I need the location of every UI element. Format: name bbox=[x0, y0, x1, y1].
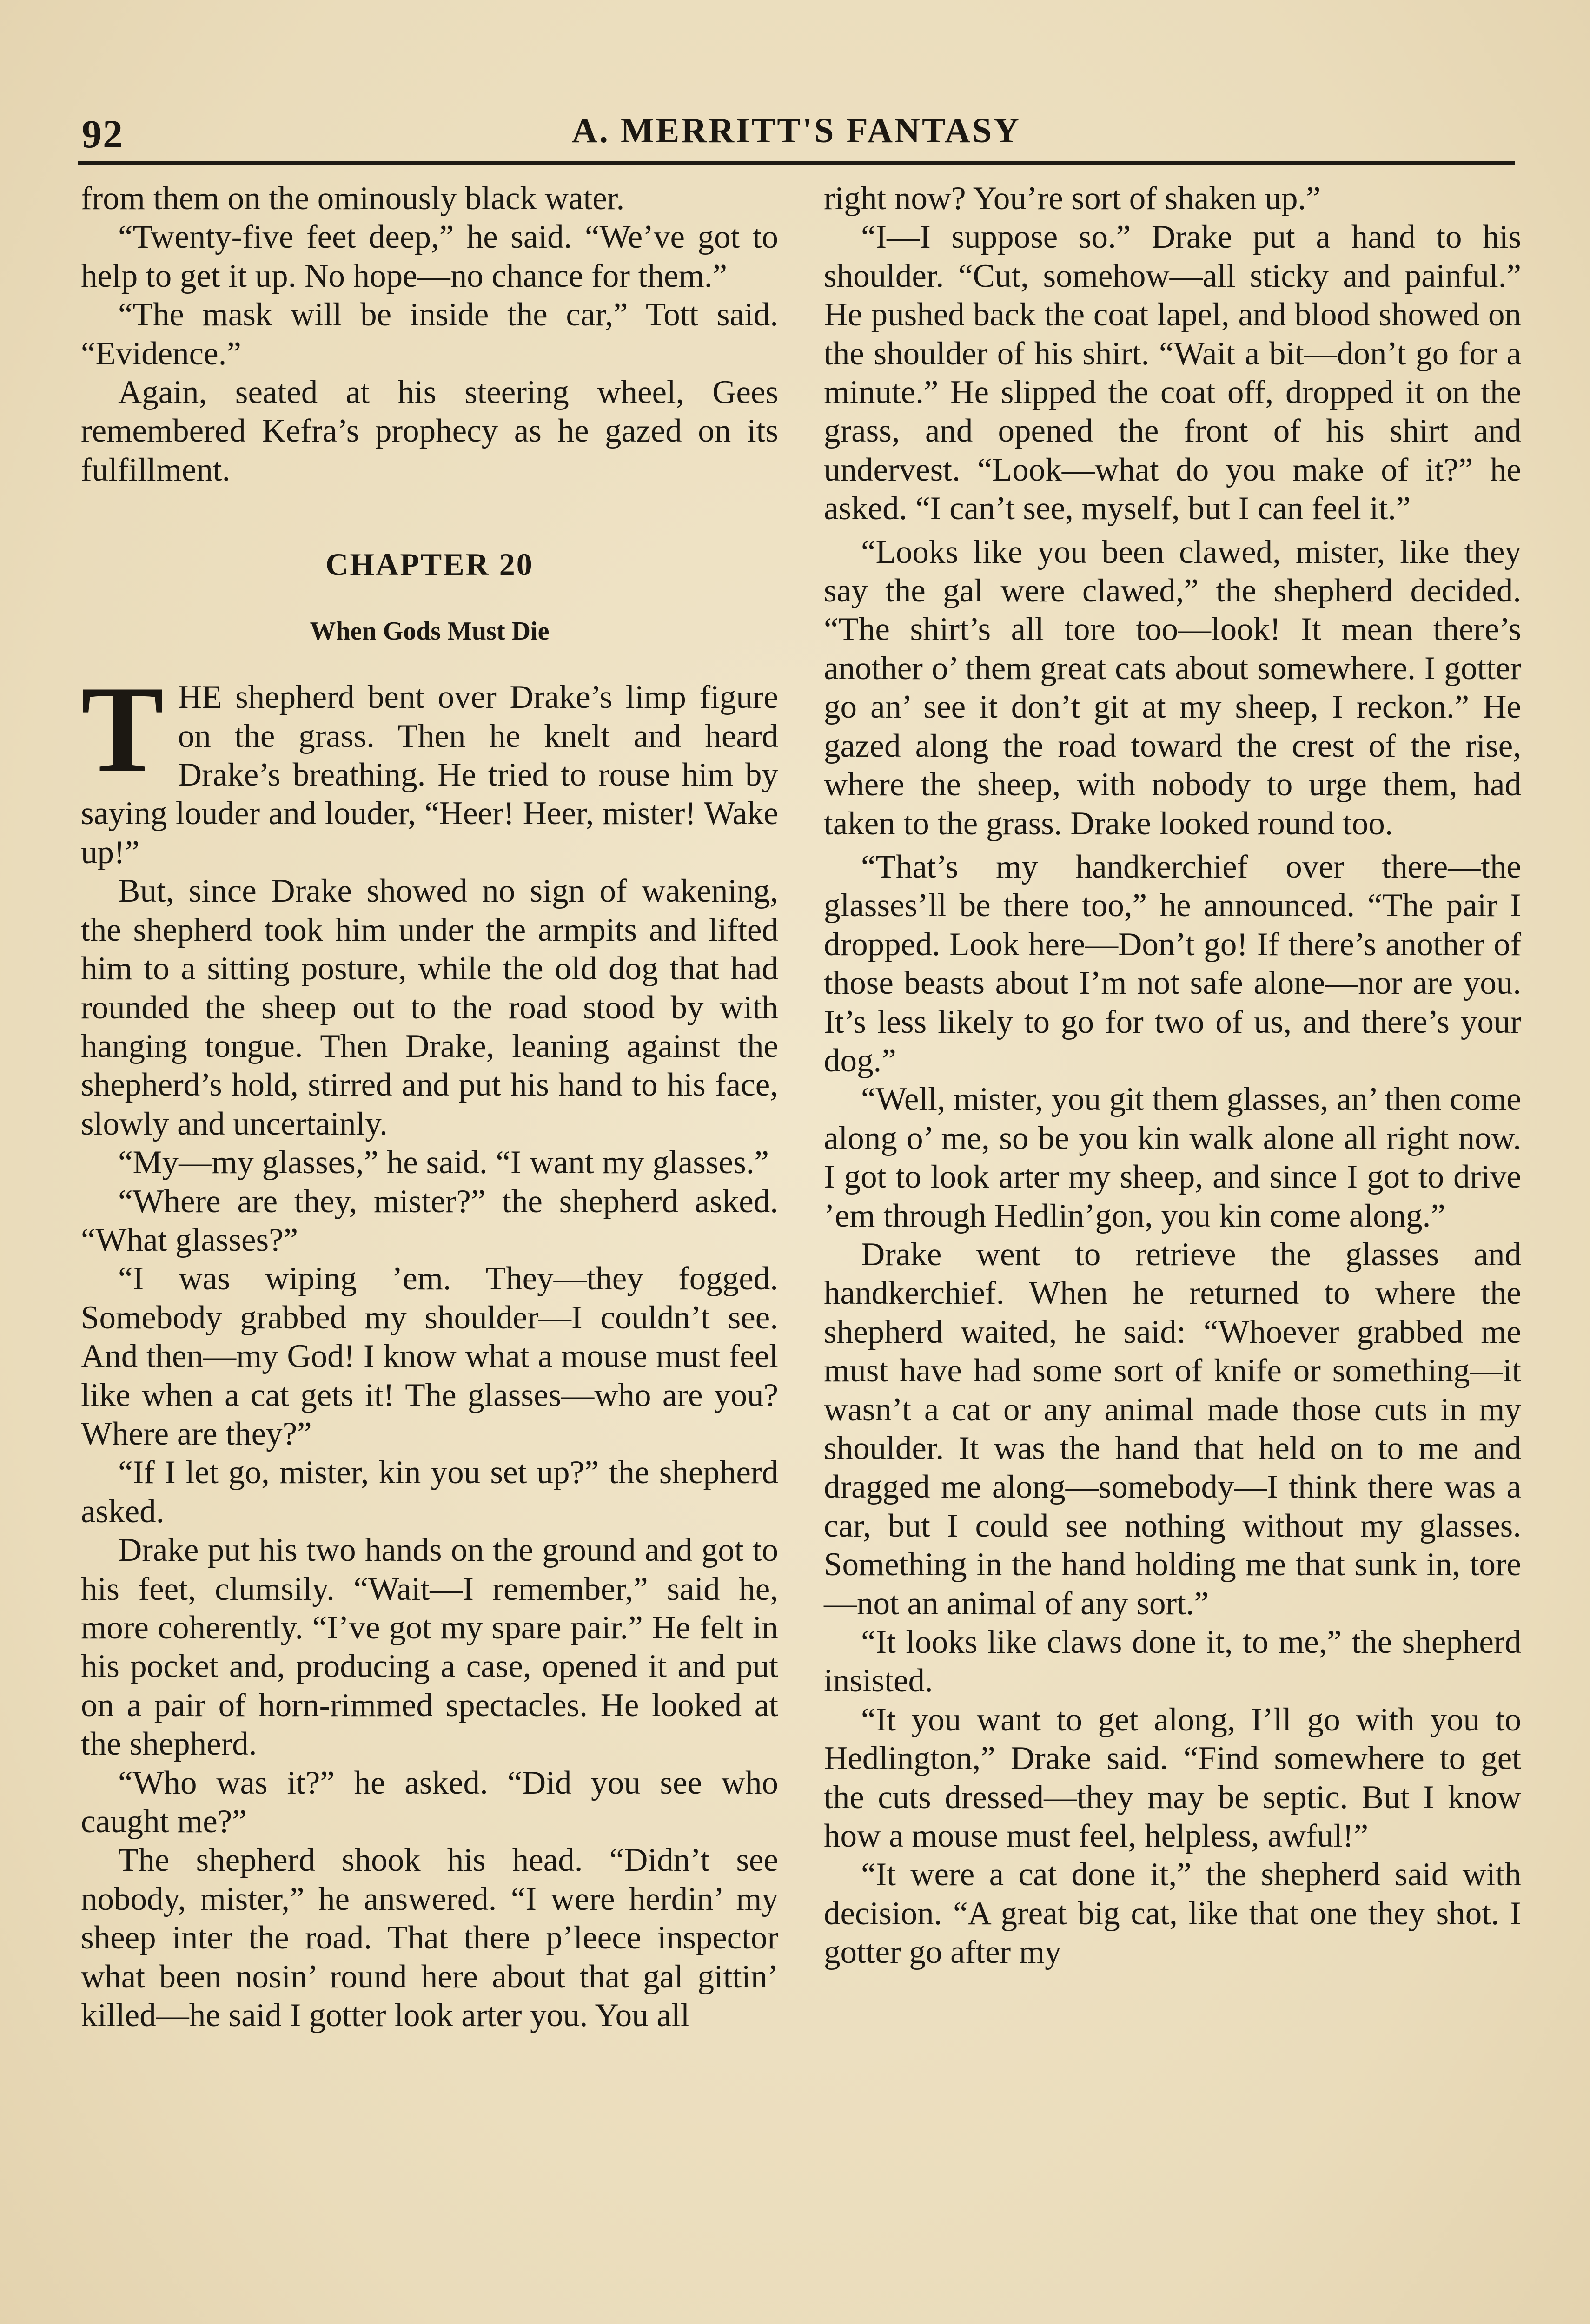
chapter-subtitle: When Gods Must Die bbox=[310, 617, 550, 646]
paragraph: Drake went to retrieve the glasses and handkerchief. When he returned to where the shepherd waited, he said: “Whoever grabbed me must have had some sort of knife or something—it wasn’t a cat or any animal made those cuts in my shoulder. It was the hand that held on to me and dragged me along—somebody—I think there was a car, but I could see nothing without my glasses. Something in the hand holding me that sunk in, tore—not an animal of any sort.” bbox=[824, 1236, 1521, 1622]
paragraph: from them on the ominously black water. bbox=[81, 180, 625, 217]
paragraph: “If I let go, mister, kin you set up?” the shepherd asked. bbox=[81, 1454, 778, 1530]
running-head: A. MERRITT'S FANTASY bbox=[571, 111, 1021, 150]
paragraph: Again, seated at his steering wheel, Gees remembered Kefra’s prophecy as he gazed on its fulfillment. bbox=[81, 374, 778, 488]
paragraph: But, since Drake showed no sign of wakening, the shepherd took him under the armpits and lifted him to a sitting posture, while the old dog that had rounded the sheep out to the road stood by with hanging tongue. Then Drake, leaning against the shepherd’s hold, stirred and put his hand to his face, slowly and uncertainly. bbox=[81, 873, 778, 1142]
left-column bbox=[81, 179, 778, 2035]
right-column bbox=[824, 179, 1521, 1972]
paragraph: “That’s my handkerchief over there—the glasses’ll be there too,” he announced. “The pair I dropped. Look here—Don’t go! If there’s another of those beasts about I’m not safe alone—nor are you. It’s less likely to go for two of us, and there’s your dog.” bbox=[824, 848, 1521, 1079]
paragraph: “The mask will be inside the car,” Tott said. “Evidence.” bbox=[81, 297, 778, 372]
paragraph: “My—my glasses,” he said. “I want my glasses.” bbox=[118, 1144, 769, 1181]
page-number: 92 bbox=[82, 112, 124, 156]
paragraph: “I was wiping ’em. They—they fogged. Somebody grabbed my shoulder—I couldn’t see. And then—my God! I know what a mouse must feel like when a cat gets it! The glasses—who are you? Where are they?” bbox=[81, 1261, 778, 1452]
paragraph: “It looks like claws done it, to me,” the shepherd insisted. bbox=[824, 1624, 1521, 1699]
paragraph: “It were a cat done it,” the shepherd said with decision. “A great big cat, like that one they shot. I gotter go after my bbox=[824, 1856, 1521, 1971]
paragraph: The shepherd shook his head. “Didn’t see nobody, mister,” he answered. “I were herdin’ my sheep inter the road. That there p’leece inspector what been nosin’ round here about that gal gittin’ killed—he said I gotter look arter you. You all bbox=[81, 1842, 778, 2034]
page-header bbox=[78, 111, 1515, 162]
paragraph: “Well, mister, you git them glasses, an’ then come along o’ me, so be you kin walk alone all right now. I got to look arter my sheep, and since I got to drive ’em through Hedlin’gon, you kin come along.” bbox=[824, 1081, 1521, 1234]
drop-cap: T bbox=[81, 660, 164, 799]
paragraph: “I—I suppose so.” Drake put a hand to his shoulder. “Cut, somehow—all sticky and painful.” He pushed back the coat lapel, and blood showed on the shoulder of his shirt. “Wait a bit—don’t go for a minute.” He slipped the coat off, dropped it on the grass, and opened the front of his shirt and undervest. “Look—what do you make of it?” he asked. “I can’t see, myself, but I can feel it.” bbox=[824, 219, 1521, 527]
paragraph: “Who was it?” he asked. “Did you see who caught me?” bbox=[81, 1764, 778, 1840]
paragraph: “It you want to get along, I’ll go with you to Hedlington,” Drake said. “Find somewhere to get the cuts dressed—they may be septic. But I know how a mouse must feel, helpless, awful!” bbox=[824, 1701, 1521, 1855]
paragraph: “Looks like you been clawed, mister, like they say the gal were clawed,” the shepherd decided. “The shirt’s all tore too—look! It mean there’s another o’ them great cats about somewhere. I gotter go an’ see it don’t git at my sheep, I reckon.” He gazed along the road toward the crest of the rise, where the sheep, with nobody to urge them, had taken to the grass. Drake looked round too. bbox=[824, 534, 1521, 842]
paragraph: “Where are they, mister?” the shepherd asked. “What glasses?” bbox=[81, 1183, 778, 1258]
paragraph: right now? You’re sort of shaken up.” bbox=[824, 180, 1321, 217]
chapter-title: CHAPTER 20 bbox=[325, 547, 534, 582]
paragraph: Drake put his two hands on the ground and got to his feet, clumsily. “Wait—I remember,” said he, more coherently. “I’ve got my spare pair.” He felt in his pocket and, producing a case, opened it and put on a pair of horn-rimmed spectacles. He looked at the shepherd. bbox=[81, 1532, 778, 1763]
opening-paragraph bbox=[81, 660, 778, 872]
header-rule bbox=[78, 161, 1515, 165]
paragraph: “Twenty-five feet deep,” he said. “We’ve got to help to get it up. No hope—no chance for them.” bbox=[81, 219, 778, 294]
opening-text: HE shepherd bent over Drake’s limp figure on the grass. Then he knelt and heard Drake’s breathing. He tried to rouse him by saying louder and louder, “Heer! Heer, mister! Wake up!” bbox=[81, 679, 778, 871]
